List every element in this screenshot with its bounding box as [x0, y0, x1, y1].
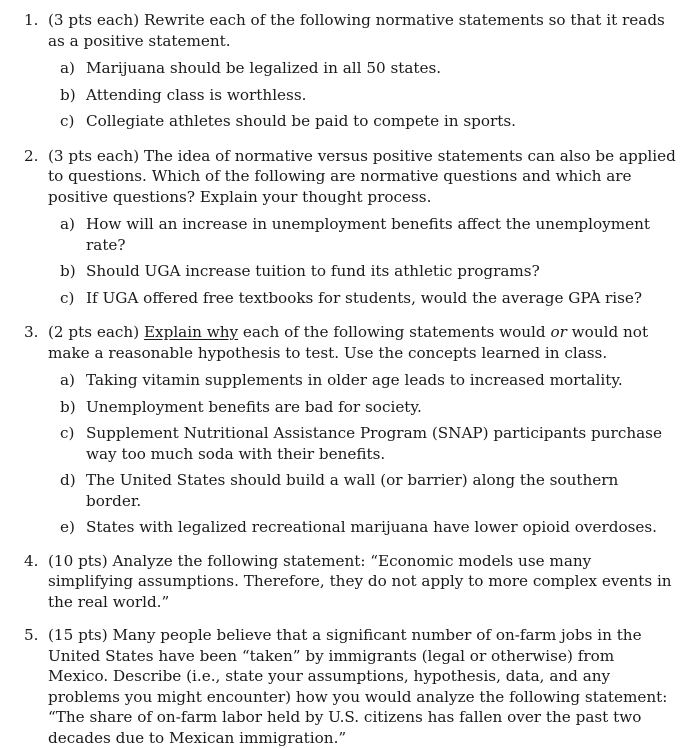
question-text-italic: or: [550, 323, 567, 341]
sub-question-text: Should UGA increase tuition to fund its athletic programs?: [86, 262, 540, 280]
sub-question-label: a): [60, 59, 75, 77]
question-4: [24, 551, 678, 613]
question-text: (3 pts each) Rewrite each of the following normative statements so that it reads as a positive statement.: [48, 11, 665, 50]
sub-question-list: [48, 58, 678, 132]
sub-question-text: How will an increase in unemployment benefits affect the unemployment rate?: [86, 215, 650, 254]
sub-question-label: c): [60, 288, 75, 307]
sub-question-list: [48, 370, 678, 538]
question-number: 5.: [24, 626, 39, 644]
sub-question: [48, 58, 678, 79]
question-number: 2.: [24, 146, 39, 165]
question-number: 4.: [24, 551, 39, 570]
sub-question-text: Collegiate athletes should be paid to compete in sports.: [86, 112, 517, 130]
sub-question-label: b): [60, 262, 76, 280]
question-2: [24, 146, 678, 309]
sub-question: [48, 370, 678, 391]
question-3: [24, 322, 678, 538]
sub-question-label: b): [60, 397, 76, 416]
sub-question-text: Taking vitamin supplements in older age leads to increased mortality.: [86, 371, 623, 389]
sub-question-text: States with legalized recreational marijuana have lower opioid overdoses.: [86, 518, 658, 536]
question-text: [48, 322, 678, 363]
sub-question-text: The United States should build a wall (or barrier) along the southern border.: [86, 471, 619, 510]
sub-question-text: Marijuana should be legalized in all 50 states.: [86, 59, 442, 77]
question-text-mid: each of the following statements would: [238, 323, 551, 341]
sub-question-label: d): [60, 471, 76, 489]
sub-question-label: a): [60, 215, 75, 233]
sub-question-list: [48, 214, 678, 308]
sub-question-label: b): [60, 85, 76, 104]
sub-question-text: Supplement Nutritional Assistance Program (SNAP) participants purchase way too much soda with their benefits.: [86, 424, 662, 463]
question-number: 1.: [24, 11, 39, 29]
sub-question: [48, 214, 678, 255]
sub-question: [48, 517, 678, 538]
sub-question: [48, 261, 678, 282]
question-text: (10 pts) Analyze the following statement: “Economic models use many simplifying assumptions. Therefore, they do not apply to more complex events in the real world.”: [48, 551, 672, 611]
sub-question-text: Attending class is worthless.: [86, 85, 307, 104]
sub-question: [48, 288, 678, 309]
question-text: (3 pts each) The idea of normative versus positive statements can also be applied to questions. Which of the following are normative questions and which are positive questions? Explain your thought process.: [48, 146, 676, 206]
question-text-post: would not make a reasonable hypothesis to test. Use the concepts learned in class.: [48, 323, 649, 362]
sub-question-label: a): [60, 371, 75, 389]
sub-question: [48, 85, 678, 106]
sub-question-label: e): [60, 518, 75, 536]
sub-question-label: c): [60, 112, 75, 130]
sub-question: [48, 111, 678, 132]
question-number: 3.: [24, 323, 39, 341]
sub-question: [48, 423, 678, 464]
question-text-pre: (2 pts each): [48, 323, 144, 341]
sub-question: [48, 470, 678, 511]
sub-question: [48, 397, 678, 418]
sub-question-text: If UGA offered free textbooks for students, would the average GPA rise?: [86, 288, 643, 307]
question-5: [24, 625, 678, 748]
question-text: (15 pts) Many people believe that a significant number of on-farm jobs in the United States have been “taken” by immigrants (legal or otherwise) from Mexico. Describe (i.e., state your assumptions, hypothesis, data, and any problems you might encounter) how you would analyze the following statement: “The share of on-farm labor held by U.S. citizens has fallen over the past two decades due to Mexican immigration.”: [48, 626, 668, 747]
question-1: [24, 10, 678, 132]
question-text-underlined: Explain why: [143, 323, 239, 341]
sub-question-text: Unemployment benefits are bad for society.: [86, 397, 422, 416]
sub-question-label: c): [60, 424, 75, 442]
